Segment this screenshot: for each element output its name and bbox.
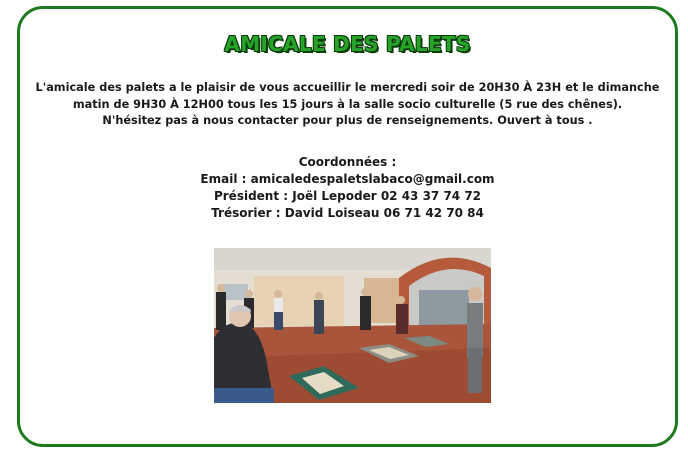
page-title: AMICALE DES PALETS <box>224 32 471 56</box>
intro-line-3: N'hésitez pas à nous contacter pour plus de renseignements. Ouvert à tous . <box>102 114 593 127</box>
contact-president: Président : Joël Lepoder 02 43 37 74 72 <box>213 189 482 203</box>
intro-line-1: L'amicale des palets a le plaisir de vous accueillir le mercredi soir de 20H30 À 23H et le dimanche <box>35 81 660 94</box>
contact-block <box>20 154 675 222</box>
contact-heading: Coordonnées : <box>298 155 397 169</box>
club-photo <box>214 248 491 403</box>
intro-line-2: matin de 9H30 À 12H00 tous les 15 jours à la salle socio culturelle (5 rue des chênes). <box>72 97 623 111</box>
announcement-card <box>17 6 678 447</box>
intro-paragraph <box>20 80 675 130</box>
contact-treasurer: Trésorier : David Loiseau 06 71 42 70 84 <box>211 206 484 220</box>
contact-email: Email : amicaledespaletslabaco@gmail.com <box>200 172 495 186</box>
